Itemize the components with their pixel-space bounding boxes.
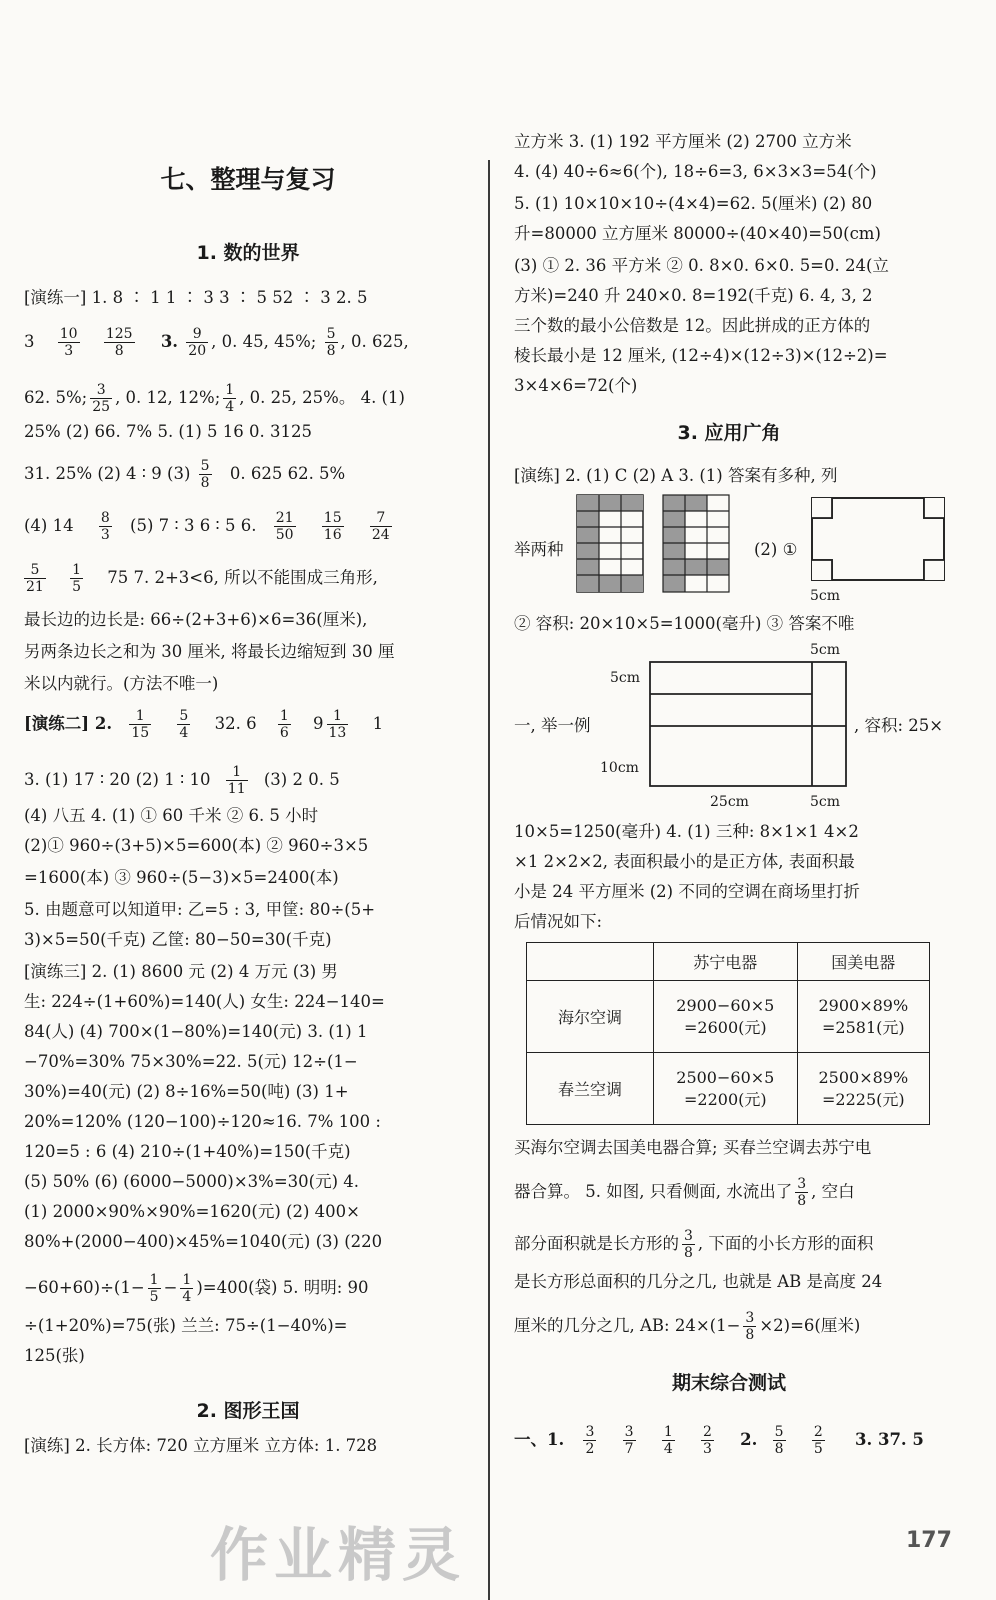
aircon-price-table <box>526 942 930 1125</box>
fraction: $\frac{1}{15}$ <box>131 708 150 741</box>
text-line: 125(张) <box>24 1346 85 1365</box>
fraction: $\frac{3}{8}$ <box>745 1310 755 1343</box>
text-line: 10×5=1250(毫升) 4. (1) 三种: 8×1×1 4×2 <box>514 822 859 841</box>
dimension-label: 5cm <box>810 794 841 810</box>
fraction: $\frac{3}{8}$ <box>684 1228 693 1261</box>
table-cell <box>527 943 654 981</box>
text-line: 棱长最小是 12 厘米, (12÷4)×(12÷3)×(12÷2)= <box>514 346 888 365</box>
section-title-numbers: 1. 数的世界 <box>196 242 300 264</box>
text-line: (4) 八五 4. (1) ① 60 千米 ② 6. 5 小时 <box>24 806 319 825</box>
text-line: 部分面积就是长方形的 $\frac{3}{8}$ , 下面的小长方形的面积 <box>514 1228 874 1261</box>
text-line: 厘米的几分之几, AB: 24×(1− $\frac{3}{8}$ ×2)=6(厘米) <box>514 1310 861 1343</box>
text-line: 4. (4) 40÷6≈6(个), 18÷6=3, 6×3×3=54(个) <box>514 162 877 181</box>
text-line: 一, 举一例 <box>514 716 591 735</box>
text-line: 器合算。 5. 如图, 只看侧面, 水流出了 $\frac{3}{8}$ , 空白 <box>514 1176 855 1209</box>
text-line: 31. 25% (2) 4 ∶ 9 (3) $\frac{5}{8}$ 0. 625 62. 5% <box>24 458 346 491</box>
dimension-label: 10cm <box>600 760 639 776</box>
table-cell: 2500×89% =2225(元) <box>797 1053 929 1125</box>
fraction: $\frac{8}{3}$ <box>100 510 110 543</box>
text-line: 25% (2) 66. 7% 5. (1) 5 16 0. 3125 <box>24 422 313 441</box>
grid-diagram-1 <box>576 494 656 594</box>
text-line: 是长方形总面积的几分之几, 也就是 AB 是高度 24 <box>514 1272 883 1291</box>
text-line: [演练二] 2. $\frac{1}{15}$ $\frac{5}{4}$ 32. 6 $\frac{1}{6}$ 9 $\frac{1}{13}$ 1 <box>24 708 384 741</box>
text-line: 后情况如下: <box>514 912 603 931</box>
text-line: 一、1. $\frac{3}{2}$ $\frac{3}{7}$ $\frac{1}{4}$ $\frac{2}{3}$ 2. $\frac{5}{8}$ $\frac{2}{5}$ 3. 37. 5 <box>514 1424 924 1457</box>
table-header-cell: 苏宁电器 <box>654 943 798 981</box>
fraction: $\frac{2}{5}$ <box>813 1424 823 1457</box>
text-line: 3 $\frac{10}{3}$ $\frac{125}{8}$ 3. $\frac{9}{20}$ , 0. 45, 45%; $\frac{5}{8}$ , 0. 625, <box>24 326 409 359</box>
fraction: $\frac{1}{4}$ <box>225 382 235 415</box>
text-line: 3×4×6=72(个) <box>514 376 638 395</box>
text-line: 米以内就行。(方法不唯一) <box>24 674 219 693</box>
text-line: ×1 2×2×2, 表面积最小的是正方体, 表面积最 <box>514 852 855 871</box>
text-line: [演练三] 2. (1) 8600 元 (2) 4 万元 (3) 男 <box>24 962 338 981</box>
text-line: (5) 50% (6) (6000−5000)×3%=30(元) 4. <box>24 1172 360 1191</box>
table-cell: 2900−60×5 =2600(元) <box>654 981 798 1053</box>
table-cell: 海尔空调 <box>527 981 654 1053</box>
fraction: $\frac{5}{21}$ <box>26 562 44 595</box>
text-line: $\frac{5}{21}$ $\frac{1}{5}$ 75 7. 2+3<6, 所以不能围成三角形, <box>26 562 378 595</box>
text-line: 80%+(2000−400)×45%=1040(元) (3) (220 <box>24 1232 383 1251</box>
dimension-label: 5cm <box>610 670 641 686</box>
text-line: 最长边的边长是: 66÷(2+3+6)×6=36(厘米), <box>24 610 368 629</box>
table-cell: 春兰空调 <box>527 1053 654 1125</box>
fraction: $\frac{1}{13}$ <box>328 708 347 741</box>
fraction: $\frac{5}{8}$ <box>200 458 210 491</box>
dimension-label: 25cm <box>710 794 749 810</box>
text-line: −60+60)÷(1− $\frac{1}{5}$ − $\frac{1}{4}$ )=400(袋) 5. 明明: 90 <box>24 1272 369 1305</box>
column-divider <box>488 160 490 1600</box>
section-title-application: 3. 应用广角 <box>677 422 781 444</box>
text-line: [演练] 2. 长方体: 720 立方厘米 立方体: 1. 728 <box>24 1436 378 1455</box>
table-header-row <box>527 943 930 981</box>
fraction: $\frac{1}{11}$ <box>227 764 246 797</box>
fraction: $\frac{3}{8}$ <box>797 1176 807 1209</box>
fraction: $\frac{7}{24}$ <box>371 510 390 543</box>
fraction: $\frac{10}{3}$ <box>59 326 78 359</box>
text-line: ② 容积: 20×10×5=1000(毫升) ③ 答案不唯 <box>514 614 855 633</box>
fraction: $\frac{15}{16}$ <box>323 510 342 543</box>
page-number: 177 <box>906 1528 952 1553</box>
fraction: $\frac{5}{8}$ <box>326 326 336 359</box>
text-line: [演练] 2. (1) C (2) A 3. (1) 答案有多种, 列 <box>514 466 838 485</box>
text-line: 生: 224÷(1+60%)=140(人) 女生: 224−140= <box>24 992 385 1011</box>
text-line: 升=80000 立方厘米 80000÷(40×40)=50(cm) <box>514 224 881 243</box>
text-line: =1600(本) ③ 960÷(5−3)×5=2400(本) <box>24 868 339 887</box>
text-line: −70%=30% 75×30%=22. 5(元) 12÷(1− <box>24 1052 358 1071</box>
chapter-title: 七、整理与复习 <box>160 165 336 194</box>
fraction: $\frac{3}{25}$ <box>92 382 111 415</box>
text-line: ÷(1+20%)=75(张) 兰兰: 75÷(1−40%)= <box>24 1316 348 1335</box>
fraction: $\frac{1}{4}$ <box>182 1272 192 1305</box>
grid-diagram-2 <box>662 494 742 594</box>
fraction: $\frac{5}{8}$ <box>774 1424 784 1457</box>
text-line: [演练一] 1. 8 ∶ 1 1 ∶ 3 3 ∶ 5 52 ∶ 3 2. 5 <box>24 288 368 307</box>
text-line: 84(人) (4) 700×(1−80%)=140(元) 3. (1) 1 <box>24 1022 368 1041</box>
table-row <box>527 1053 930 1125</box>
section-title-shapes: 2. 图形王国 <box>196 1400 300 1422</box>
text-line: 另两条边长之和为 30 厘米, 将最长边缩短到 30 厘 <box>24 642 395 661</box>
text-line: 30%)=40(元) (2) 8÷16%=50(吨) (3) 1+ <box>24 1082 349 1101</box>
text-line: (2)① 960÷(3+5)×5=600(本) ② 960÷3×5 <box>24 836 369 855</box>
fraction: $\frac{1}{5}$ <box>72 562 81 595</box>
text-line: 5. 由题意可以知道甲: 乙=5 : 3, 甲筐: 80÷(5+ <box>24 900 376 919</box>
text-line: (3) ① 2. 36 平方米 ② 0. 8×0. 6×0. 5=0. 24(立 <box>514 256 889 275</box>
text-line: (1) 2000×90%×90%=1620(元) (2) 400× <box>24 1202 360 1221</box>
table-row <box>527 981 930 1053</box>
text-line: 买海尔空调去国美电器合算; 买春兰空调去苏宁电 <box>514 1138 872 1157</box>
fraction: $\frac{1}{4}$ <box>663 1424 673 1457</box>
text-line: (4) 14 $\frac{8}{3}$ (5) 7 ∶ 3 6 ∶ 5 6. $\frac{21}{50}$ $\frac{15}{16}$ $\frac{7}{24}$ <box>24 510 390 543</box>
fraction: $\frac{21}{50}$ <box>275 510 294 543</box>
text-line: 3. (1) 17 ∶ 20 (2) 1 ∶ 10 $\frac{1}{11}$ (3) 2 0. 5 <box>24 764 340 797</box>
text-line: 三个数的最小公倍数是 12。因此拼成的正方体的 <box>514 316 871 335</box>
fraction: $\frac{1}{6}$ <box>279 708 289 741</box>
text-line: 62. 5%; $\frac{3}{25}$ , 0. 12, 12%; $\frac{1}{4}$ , 0. 25, 25%。 4. (1) <box>24 382 405 415</box>
fraction: $\frac{5}{4}$ <box>179 708 189 741</box>
table-cell: 2900×89% =2581(元) <box>797 981 929 1053</box>
box-net-diagram <box>808 494 948 586</box>
text-line: 立方米 3. (1) 192 平方厘米 (2) 2700 立方米 <box>514 132 852 151</box>
fraction: $\frac{9}{20}$ <box>188 326 207 359</box>
dimension-label: 5cm <box>810 588 841 604</box>
text-line: 120=5 : 6 (4) 210÷(1+40%)=150(千克) <box>24 1142 351 1161</box>
text-line: 方米)=240 升 240×0. 8=192(千克) 6. 4, 3, 2 <box>514 286 873 305</box>
text-line: 小是 24 平方厘米 (2) 不同的空调在商场里打折 <box>514 882 860 901</box>
text-line: , 容积: 25× <box>854 716 944 735</box>
dimension-label: 5cm <box>810 642 841 658</box>
fraction: $\frac{3}{2}$ <box>585 1424 595 1457</box>
watermark: 作业精灵 <box>210 1521 467 1589</box>
tray-diagram <box>648 660 850 790</box>
text-line: 举两种 <box>514 540 564 559</box>
text-line: 5. (1) 10×10×10÷(4×4)=62. 5(厘米) (2) 80 <box>514 194 873 213</box>
fraction: $\frac{2}{3}$ <box>703 1424 712 1457</box>
fraction: $\frac{1}{5}$ <box>149 1272 159 1305</box>
text-line: 3)×5=50(千克) 乙筐: 80−50=30(千克) <box>24 930 332 949</box>
table-header-cell: 国美电器 <box>797 943 929 981</box>
text-line: (2) ① <box>754 540 798 559</box>
table-cell: 2500−60×5 =2200(元) <box>654 1053 798 1125</box>
text-line: 20%=120% (120−100)÷120≈16. 7% 100 : <box>24 1112 381 1131</box>
fraction: $\frac{3}{7}$ <box>624 1424 634 1457</box>
section-title-final-test: 期末综合测试 <box>671 1372 786 1394</box>
fraction: $\frac{125}{8}$ <box>105 326 133 359</box>
